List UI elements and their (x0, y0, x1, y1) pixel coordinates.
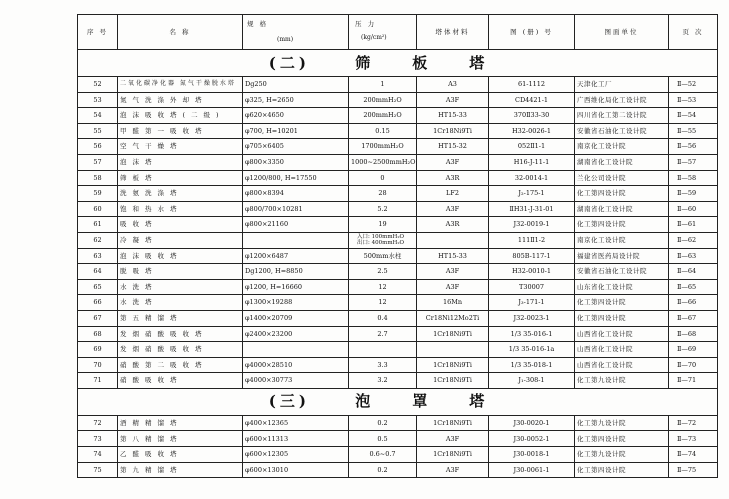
pressure-cell: 200mmH₂O (349, 92, 417, 108)
row-number: 60 (78, 201, 118, 217)
spec-cell: Dg1200, H=8850 (243, 264, 349, 280)
row-number: 58 (78, 170, 118, 186)
spec-cell: φ800×21160 (243, 217, 349, 233)
pressure-line-outlet: 出口: 400mmH₂O (357, 240, 405, 247)
pressure-cell: 1000~2500mmH₂O (349, 154, 417, 170)
material-cell: A3F (417, 462, 489, 478)
pressure-cell: 1 (349, 77, 417, 93)
page-ref-cell: Ⅱ—72 (669, 415, 718, 431)
spec-cell: φ1200/800, H=17550 (243, 170, 349, 186)
pressure-cell (349, 232, 417, 248)
row-number: 75 (78, 462, 118, 478)
section-title: 筛板塔 (355, 53, 527, 72)
equipment-name: 饱和热水塔 (118, 201, 243, 217)
page-ref-cell: Ⅱ—54 (669, 108, 718, 124)
material-cell: HT15-33 (417, 108, 489, 124)
equipment-name: 乙醛吸收塔 (118, 447, 243, 463)
spec-cell: φ600×12305 (243, 447, 349, 463)
drawing-number-cell: 32-0014-1 (489, 170, 575, 186)
pressure-cell: 28 (349, 186, 417, 202)
table-row (78, 279, 718, 295)
material-cell: HT15-32 (417, 139, 489, 155)
spec-cell: φ1400×20709 (243, 310, 349, 326)
material-cell: A3R (417, 217, 489, 233)
section-number: (三) (268, 392, 310, 411)
table-row (78, 342, 718, 358)
row-number: 70 (78, 357, 118, 373)
pressure-cell: 0.6~0.7 (349, 447, 417, 463)
design-org-cell: 安徽省石油化工设计院 (575, 123, 669, 139)
section-title: 泡罩塔 (355, 392, 527, 411)
drawing-number-cell: J₁-308-1 (489, 373, 575, 389)
table-row (78, 462, 718, 478)
drawing-number-cell: J32-0019-1 (489, 217, 575, 233)
spec-cell (243, 342, 349, 358)
row-number: 56 (78, 139, 118, 155)
equipment-name: 硝酸吸收塔 (118, 373, 243, 389)
page-ref-cell: Ⅱ—69 (669, 342, 718, 358)
drawing-number-cell: J₃-171-1 (489, 295, 575, 311)
header-drawing: 图 (册) 号 (489, 15, 575, 50)
pressure-cell: 0 (349, 170, 417, 186)
pressure-cell: 0.5 (349, 431, 417, 447)
page-ref-cell: Ⅱ—52 (669, 77, 718, 93)
drawing-number-cell: 370Ⅱ33-30 (489, 108, 575, 124)
page-ref-cell: Ⅱ—59 (669, 186, 718, 202)
table-row (78, 123, 718, 139)
spec-cell: φ705×6405 (243, 139, 349, 155)
table-row (78, 415, 718, 431)
table-row (78, 217, 718, 233)
pressure-cell: 2.7 (349, 326, 417, 342)
spec-cell: φ4000×30773 (243, 373, 349, 389)
material-cell: LF2 (417, 186, 489, 202)
page-ref-cell: Ⅱ—56 (669, 139, 718, 155)
spec-cell: φ620×4650 (243, 108, 349, 124)
row-number: 52 (78, 77, 118, 93)
table-row (78, 108, 718, 124)
equipment-name: 第五精馏塔 (118, 310, 243, 326)
row-number: 61 (78, 217, 118, 233)
material-cell: HT15-33 (417, 248, 489, 264)
table-row (78, 373, 718, 389)
row-number: 63 (78, 248, 118, 264)
header-spec-label: 规 格 (247, 20, 269, 28)
design-org-cell: 化工第四设计院 (575, 462, 669, 478)
table-row (78, 447, 718, 463)
material-cell: A3F (417, 92, 489, 108)
design-org-cell: 湖南省化工设计院 (575, 201, 669, 217)
drawing-number-cell: T30007 (489, 279, 575, 295)
table-row (78, 264, 718, 280)
material-cell: 1Cr18Ni9Ti (417, 373, 489, 389)
equipment-name: 二氧化碳净化器 氮气干燥脱水塔 (118, 77, 243, 93)
equipment-name: 发烟硝酸吸收塔 (118, 342, 243, 358)
table-row (78, 186, 718, 202)
table-row (78, 201, 718, 217)
drawing-number-cell: J₂-175-1 (489, 186, 575, 202)
spec-cell (243, 232, 349, 248)
pressure-cell: 5.2 (349, 201, 417, 217)
material-cell: 1Cr18Ni9Ti (417, 415, 489, 431)
equipment-name: 水洗塔 (118, 279, 243, 295)
row-number: 66 (78, 295, 118, 311)
header-spec-unit: (mm) (277, 36, 294, 43)
pressure-cell: 1700mmH₂O (349, 139, 417, 155)
pressure-cell: 500mm水柱 (349, 248, 417, 264)
row-number: 69 (78, 342, 118, 358)
material-cell: 16Mn (417, 295, 489, 311)
spec-cell: φ800×3350 (243, 154, 349, 170)
spec-cell: φ600×11313 (243, 431, 349, 447)
material-cell: A3F (417, 201, 489, 217)
design-org-cell: 南京化工设计院 (575, 232, 669, 248)
table-row (78, 295, 718, 311)
section-heading-sieve-tray (78, 50, 718, 77)
pressure-cell: 0.2 (349, 462, 417, 478)
pressure-cell: 0.15 (349, 123, 417, 139)
material-cell: 1Cr18Ni9Ti (417, 326, 489, 342)
material-cell: A3F (417, 154, 489, 170)
pressure-cell: 0.2 (349, 415, 417, 431)
drawing-number-cell: 1/3 35-018-1 (489, 357, 575, 373)
drawing-number-cell: 052Ⅱ1-1 (489, 139, 575, 155)
equipment-name: 硝酸第二吸收塔 (118, 357, 243, 373)
drawing-number-cell: H16-J-11-1 (489, 154, 575, 170)
drawing-number-cell: 1/3 35-016-1a (489, 342, 575, 358)
row-number: 59 (78, 186, 118, 202)
header-org: 图面单位 (575, 15, 669, 50)
spec-cell: φ800/700×10281 (243, 201, 349, 217)
material-cell: 1Cr18Ni9Ti (417, 357, 489, 373)
design-org-cell: 山西省化工设计院 (575, 326, 669, 342)
page-ref-cell: Ⅱ—64 (669, 264, 718, 280)
spec-cell: φ400×12365 (243, 415, 349, 431)
equipment-name: 发烟硝酸吸收塔 (118, 326, 243, 342)
spec-cell: φ700, H=10201 (243, 123, 349, 139)
row-number: 73 (78, 431, 118, 447)
table-row (78, 92, 718, 108)
design-org-cell: 兰化公司设计院 (575, 170, 669, 186)
spec-cell: φ1200, H=16660 (243, 279, 349, 295)
drawing-number-cell: H32-0010-1 (489, 264, 575, 280)
row-number: 64 (78, 264, 118, 280)
drawing-number-cell: J30-0018-1 (489, 447, 575, 463)
page-ref-cell: Ⅱ—74 (669, 447, 718, 463)
material-cell: 1Cr18Ni9Ti (417, 123, 489, 139)
design-org-cell: 化工第九设计院 (575, 447, 669, 463)
material-cell: A3F (417, 431, 489, 447)
drawing-number-cell: J30-0020-1 (489, 415, 575, 431)
equipment-name: 洗氨洗涤塔 (118, 186, 243, 202)
equipment-name: 氮气洗涤外却塔 (118, 92, 243, 108)
design-org-cell: 山西省化工设计院 (575, 357, 669, 373)
page-ref-cell: Ⅱ—61 (669, 217, 718, 233)
pressure-cell: 200mmH₂O (349, 108, 417, 124)
page-ref-cell: Ⅱ—57 (669, 154, 718, 170)
page-ref-cell: Ⅱ—71 (669, 373, 718, 389)
table-row (78, 326, 718, 342)
drawing-number-cell: 61-1112 (489, 77, 575, 93)
page-ref-cell: Ⅱ—58 (669, 170, 718, 186)
drawing-number-cell: J30-0061-1 (489, 462, 575, 478)
page-ref-cell: Ⅱ—66 (669, 295, 718, 311)
header-pressure (349, 15, 417, 50)
header-material: 塔体材料 (417, 15, 489, 50)
pressure-cell (349, 342, 417, 358)
spec-cell: φ2400×23200 (243, 326, 349, 342)
header-name: 名 称 (118, 15, 243, 50)
page-ref-cell: Ⅱ—62 (669, 232, 718, 248)
equipment-name: 第九精馏塔 (118, 462, 243, 478)
section-heading-bubble-cap (78, 388, 718, 415)
page-ref-cell: Ⅱ—60 (669, 201, 718, 217)
design-org-cell: 天津化工厂 (575, 77, 669, 93)
table-row (78, 170, 718, 186)
design-org-cell: 化工第九设计院 (575, 373, 669, 389)
table-row (78, 232, 718, 248)
design-org-cell: 广西维化局化工设计院 (575, 92, 669, 108)
page-ref-cell: Ⅱ—63 (669, 248, 718, 264)
drawing-number-cell: J30-0052-1 (489, 431, 575, 447)
header-pressure-label: 压 力 (355, 20, 377, 28)
spec-cell: Dg250 (243, 77, 349, 93)
design-org-cell: 四川省化工第二设计院 (575, 108, 669, 124)
drawing-number-cell: 805B-117-1 (489, 248, 575, 264)
drawing-number-cell: 1/3 35-016-1 (489, 326, 575, 342)
material-cell: A3F (417, 264, 489, 280)
row-number: 55 (78, 123, 118, 139)
table-row (78, 357, 718, 373)
design-org-cell: 安徽省石油化工设计院 (575, 264, 669, 280)
equipment-name: 水洗塔 (118, 295, 243, 311)
material-cell: A3R (417, 170, 489, 186)
page-ref-cell: Ⅱ—67 (669, 310, 718, 326)
page-ref-cell: Ⅱ—65 (669, 279, 718, 295)
design-org-cell: 化工第四设计院 (575, 295, 669, 311)
equipment-name: 冷凝塔 (118, 232, 243, 248)
table-row (78, 139, 718, 155)
spec-cell: φ325, H=2650 (243, 92, 349, 108)
row-number: 72 (78, 415, 118, 431)
equipment-name: 筛板塔 (118, 170, 243, 186)
equipment-catalog-table (77, 14, 718, 478)
pressure-cell: 2.5 (349, 264, 417, 280)
row-number: 53 (78, 92, 118, 108)
header-row (78, 15, 718, 50)
page-ref-cell: Ⅱ—73 (669, 431, 718, 447)
page-ref-cell: Ⅱ—53 (669, 92, 718, 108)
material-cell: 1Cr18Ni9Ti (417, 447, 489, 463)
header-spec (243, 15, 349, 50)
page-ref-cell: Ⅱ—70 (669, 357, 718, 373)
equipment-name: 酒精精馏塔 (118, 415, 243, 431)
design-org-cell: 化工第四设计院 (575, 217, 669, 233)
pressure-cell: 12 (349, 295, 417, 311)
row-number: 71 (78, 373, 118, 389)
equipment-name: 脱吸塔 (118, 264, 243, 280)
material-cell: Cr18Ni12Mo2Ti (417, 310, 489, 326)
material-cell: A3 (417, 77, 489, 93)
table-row (78, 77, 718, 93)
pressure-cell: 12 (349, 279, 417, 295)
section-number: (二) (268, 53, 310, 72)
design-org-cell: 化工第九设计院 (575, 415, 669, 431)
header-page: 页 次 (669, 15, 718, 50)
page-ref-cell: Ⅱ—75 (669, 462, 718, 478)
design-org-cell: 福建省医药局设计院 (575, 248, 669, 264)
pressure-cell: 0.4 (349, 310, 417, 326)
pressure-cell: 19 (349, 217, 417, 233)
row-number: 57 (78, 154, 118, 170)
spec-cell: φ4000×28510 (243, 357, 349, 373)
page-ref-cell: Ⅱ—55 (669, 123, 718, 139)
design-org-cell: 化工第四设计院 (575, 431, 669, 447)
row-number: 65 (78, 279, 118, 295)
table-row (78, 310, 718, 326)
pressure-line-inlet: 入口: 100mmH₂O (357, 234, 405, 241)
equipment-name: 泡沫吸收塔(二级) (118, 108, 243, 124)
table-row (78, 248, 718, 264)
design-org-cell: 山西省化工设计院 (575, 342, 669, 358)
equipment-name: 泡沫吸收塔 (118, 248, 243, 264)
table-row (78, 154, 718, 170)
design-org-cell: 湖南省化工设计院 (575, 154, 669, 170)
row-number: 54 (78, 108, 118, 124)
equipment-name: 第八精馏塔 (118, 431, 243, 447)
page-ref-cell: Ⅱ—68 (669, 326, 718, 342)
design-org-cell: 化工第四设计院 (575, 310, 669, 326)
table-row (78, 431, 718, 447)
design-org-cell: 南京化工设计院 (575, 139, 669, 155)
design-org-cell: 化工第四设计院 (575, 186, 669, 202)
equipment-name: 泡沫塔 (118, 154, 243, 170)
material-cell (417, 232, 489, 248)
drawing-number-cell: CD4421-1 (489, 92, 575, 108)
spec-cell: φ1200×6487 (243, 248, 349, 264)
header-pressure-unit: (kg/cm²) (361, 34, 387, 41)
equipment-name: 空气干燥塔 (118, 139, 243, 155)
material-cell (417, 342, 489, 358)
row-number: 67 (78, 310, 118, 326)
row-number: 74 (78, 447, 118, 463)
design-org-cell: 山东省化工设计院 (575, 279, 669, 295)
equipment-name: 甲醛第一吸收塔 (118, 123, 243, 139)
drawing-number-cell: J32-0023-1 (489, 310, 575, 326)
drawing-number-cell: H32-0026-1 (489, 123, 575, 139)
header-no: 序 号 (78, 15, 118, 50)
spec-cell: φ800×8394 (243, 186, 349, 202)
material-cell: A3F (417, 279, 489, 295)
equipment-name: 吸收塔 (118, 217, 243, 233)
spec-cell: φ600×13010 (243, 462, 349, 478)
row-number: 62 (78, 232, 118, 248)
drawing-number-cell: 111Ⅱ1-2 (489, 232, 575, 248)
drawing-number-cell: ⅡH31-J-31-01 (489, 201, 575, 217)
spec-cell: φ1300×19288 (243, 295, 349, 311)
pressure-cell: 3.3 (349, 357, 417, 373)
pressure-cell: 3.2 (349, 373, 417, 389)
row-number: 68 (78, 326, 118, 342)
